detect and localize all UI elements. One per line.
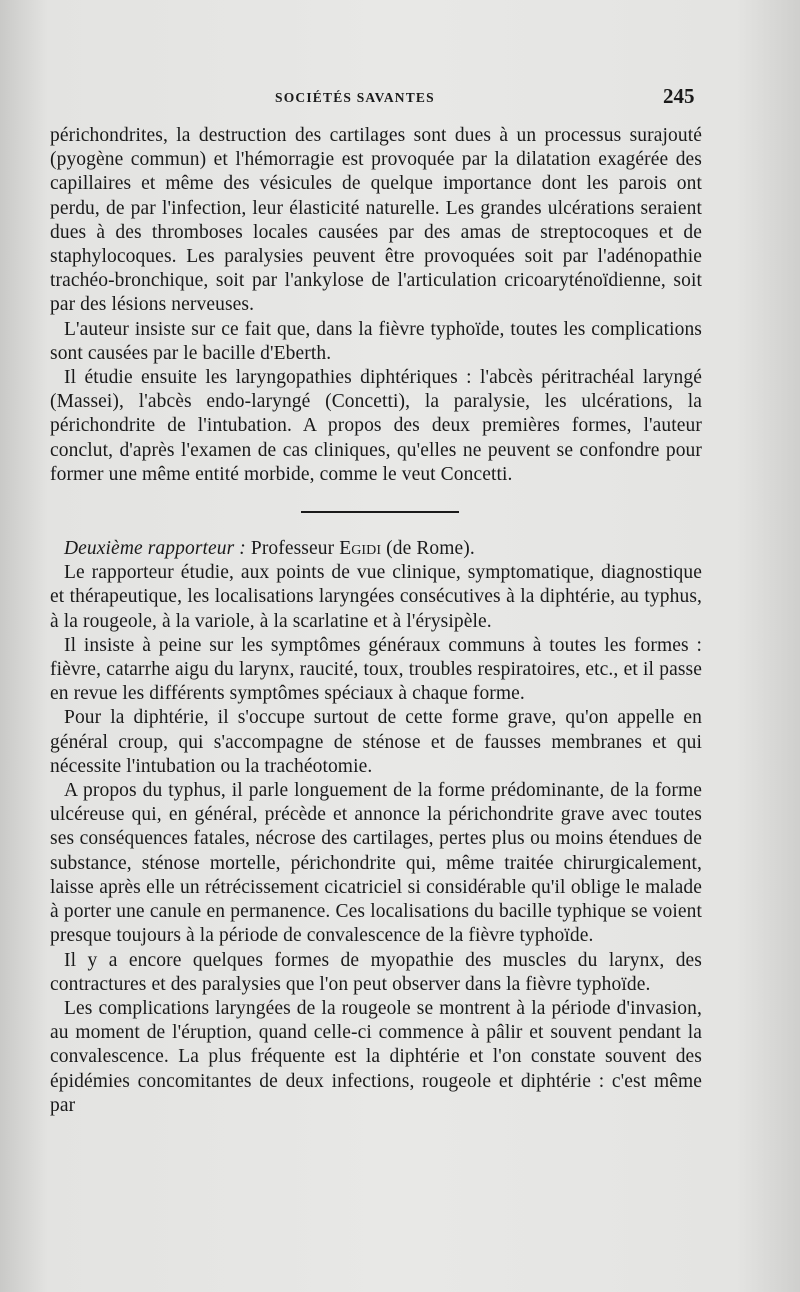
speaker-place: (de Rome). [386, 538, 475, 560]
page-header [0, 84, 800, 114]
paragraph: Il y a encore quelques formes de myopathie des muscles du larynx, des contractures et des paralysies que l'on peut observer dans la fièvre typhoïde. [50, 949, 702, 995]
speaker-role: Deuxième rapporteur : [64, 538, 246, 560]
paragraph: A propos du typhus, il parle longuement de la forme prédominante, de la forme ulcéreuse qui, en général, précède et annonce la périchondrite grave avec toutes ses conséquences fatales, nécrose des cartilages, pertes plus ou moins étendues de substance, sténose mortelle, périchondrite qui, même traitée chirurgicalement, laisse après elle un rétrécissement cicatriciel si considérable qu'il oblige le malade à porter une canule en permanence. Ces localisations du bacille typhique se voient presque toujours à la période de convalescence de la fièvre typhoïde. [50, 780, 702, 947]
speaker-title: Professeur [250, 538, 335, 560]
body-text [50, 124, 702, 1118]
paragraph: L'auteur insiste sur ce fait que, dans la fièvre typhoïde, toutes les complications sont causées par le bacille d'Eberth. [50, 318, 702, 364]
page-number: 245 [663, 84, 695, 108]
paragraph: Pour la diphtérie, il s'occupe surtout de cette forme grave, qu'on appelle en général croup, qui s'accompagne de sténose et de fausses membranes et qui nécessite l'intubation ou la trachéotomie. [50, 707, 702, 777]
paragraph: Il étudie ensuite les laryngopathies diphtériques : l'abcès péritrachéal laryngé (Massei), l'abcès endo-laryngé (Concetti), la paralysie, les ulcérations, la périchondrite de l'intubation. A propos des deux premières formes, l'auteur conclut, d'après l'examen de cas cliniques, qu'elles ne peuvent se confondre pour former une même entité morbide, comme le veut Concetti. [50, 367, 702, 485]
section-divider [301, 511, 459, 513]
paragraph: Le rapporteur étudie, aux points de vue clinique, symptomatique, diagnostique et thérapeutique, les localisations laryngées consécutives à la diphtérie, au typhus, à la rougeole, à la variole, à la scarlatine et à l'érysipèle. [50, 562, 702, 632]
paragraph: Les complications laryngées de la rougeole se montrent à la période d'invasion, au moment de l'éruption, quand celle-ci commence à pâlir et souvent pendant la convalescence. La plus fréquente est la diphtérie et l'on constate souvent des épidémies concomitantes de deux infections, rougeole et diphtérie : c'est même par [50, 997, 702, 1116]
speaker-line [50, 537, 702, 561]
running-head: SOCIÉTÉS SAVANTES [275, 90, 435, 105]
paragraph: périchondrites, la destruction des cartilages sont dues à un processus surajouté (pyogène commun) et l'hémorragie est provoquée par la dilatation exagérée des capillaires et même des vésicules de quelque importance dont les parois ont perdu, de par l'infection, leur élasticité naturelle. Les grandes ulcérations seraient dues à des thromboses locales causées par des amas de streptocoques et de staphylocoques. Les paralysies peuvent être provoquées soit par l'adénopathie trachéo-bronchique, soit par l'ankylose de l'articulation cricoaryténoïdienne, soit par des lésions nerveuses. [50, 125, 702, 316]
speaker-name: Egidi [339, 538, 382, 560]
paragraph: Il insiste à peine sur les symptômes généraux communs à toutes les formes : fièvre, catarrhe aigu du larynx, raucité, toux, troubles respiratoires, etc., et il passe en revue les différents symptômes spéciaux à chaque forme. [50, 634, 702, 705]
